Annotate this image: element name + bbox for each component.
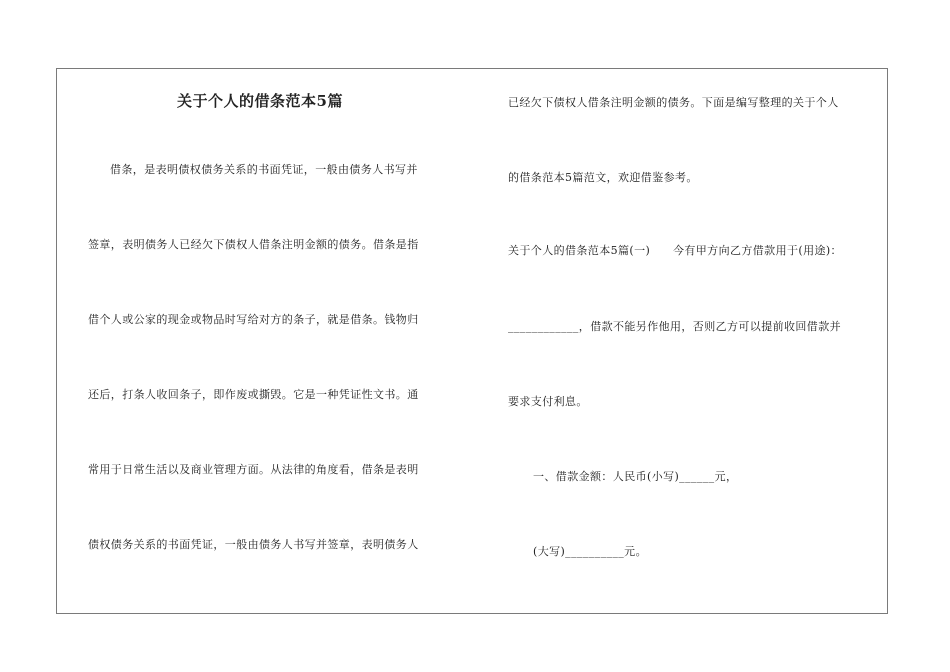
left-text-line: 借个人或公家的现金或物品时写给对方的条子，就是借条。钱物归 (88, 313, 419, 326)
left-text-line: 债权债务关系的书面凭证，一般由债务人书写并签章，表明债务人 (88, 538, 419, 551)
right-text-line: 的借条范本5篇范文，欢迎借鉴参考。 (508, 171, 698, 184)
left-text-line: 借条，是表明债权债务关系的书面凭证，一般由债务人书写并 (110, 163, 418, 176)
right-text-line: 已经欠下债权人借条注明金额的债务。下面是编写整理的关于个人 (508, 96, 839, 109)
right-text-line: ____________，借款不能另作他用，否则乙方可以提前收回借款并 (508, 320, 841, 333)
loan-amount-line: 一、借款金额：人民币(小写)______元， (533, 470, 738, 483)
left-text-line: 常用于日常生活以及商业管理方面。从法律的角度看，借条是表明 (88, 463, 419, 476)
left-text-line: 还后，打条人收回条子，即作废或撕毁。它是一种凭证性文书。通 (88, 388, 419, 401)
left-text-line: 签章，表明债务人已经欠下债权人借条注明金额的债务。借条是指 (88, 238, 419, 251)
loan-amount-uppercase-line: (大写)__________元。 (533, 545, 647, 558)
right-text-line: 要求支付利息。 (508, 395, 588, 408)
document-page-frame (56, 68, 888, 614)
section-heading-line: 关于个人的借条范本5篇(一) 今有甲方向乙方借款用于(用途)： (508, 244, 842, 257)
document-title: 关于个人的借条范本5篇 (177, 92, 343, 110)
